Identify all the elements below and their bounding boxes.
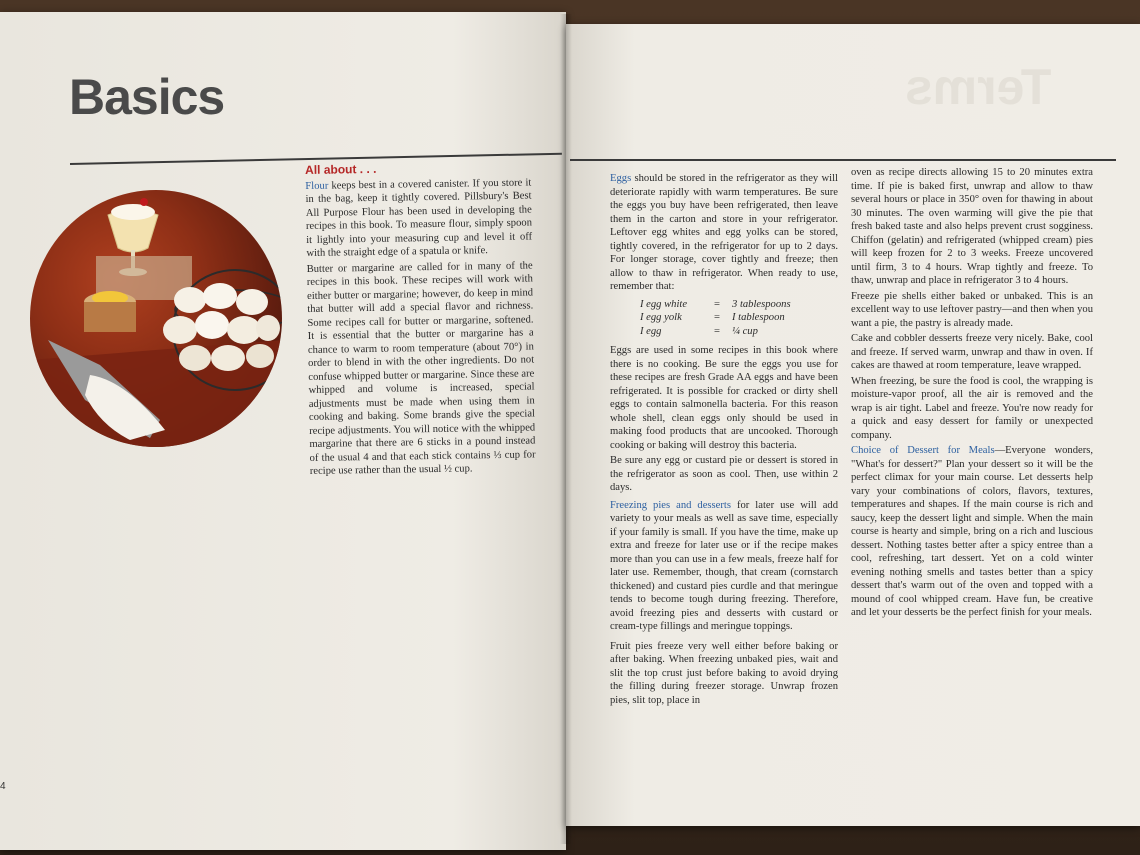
equivalent-sign: = (714, 312, 720, 323)
equivalent-sign: = (714, 298, 720, 310)
custard-storage-paragraph: Be sure any egg or custard pie or dessert is stored in the refrigerator as soon as cool. Then, use within 2 days. (610, 455, 838, 493)
flour-keyword: Flour (305, 180, 329, 192)
right-text-column-2 (851, 166, 1093, 622)
equivalent-right: I tablespoon (732, 312, 785, 323)
wrapping-paragraph: When freezing, be sure the food is cool, the wrapping is moisture-vapor proof, all the air is removed and the wrap is air tight. Label and freeze. You're now ready for a quick and easy dessert for family or unexpected company. (851, 375, 1093, 441)
food-photo (30, 190, 282, 447)
equivalent-right: 3 tablespoons (732, 298, 791, 310)
choice-keyword: Choice of Dessert for Meals (851, 445, 995, 456)
bleed-through-title: Terms (905, 59, 1052, 115)
section-heading: All about . . . (304, 161, 377, 177)
right-text-column-1 (610, 172, 838, 709)
equivalent-left: I egg yolk (640, 312, 682, 323)
left-text-column (305, 160, 536, 480)
egg-equivalents (640, 298, 838, 339)
fruit-pies-paragraph: Fruit pies freeze very well either before baking or after baking. When freezing unbaked pies, wait and slit the top crust just before baking to avoid drying the filling during freezer storage. Unwrap frozen pies, slit top, place in (610, 640, 838, 706)
equivalent-row (640, 325, 838, 339)
eggs-uncooked-paragraph: Eggs are used in some recipes in this book where there is no cooking. Be sure the eggs you use for these recipes are fresh Grade AA eggs and have been refrigerated. It is possible for cracked or dirty shell eggs to contain salmonella bacteria. For this reason whole shell, clean eggs only should be used in making food products that are uncooked. Thorough cooking or baking will destroy this bacteria. (610, 345, 838, 451)
cake-cobbler-paragraph: Cake and cobbler desserts freeze very nicely. Bake, cool and freeze. If served warm, unwrap and thaw in oven. If cakes are thawed at room temperature, leave wrapped. (851, 333, 1093, 371)
food-photo-illustration (30, 190, 282, 447)
flour-paragraph (305, 176, 532, 261)
equivalent-right: ¼ cup (732, 325, 758, 337)
book-spine-shadow (560, 14, 572, 844)
freezing-keyword: Freezing pies and desserts (610, 499, 731, 511)
page-title: Basics (69, 69, 225, 125)
page-number: 4 (0, 781, 6, 792)
equivalent-row (640, 298, 838, 312)
eggs-keyword: Eggs (610, 173, 632, 184)
oven-thaw-paragraph: oven as recipe directs allowing 15 to 20 minutes extra time. If pie is baked first, unwrap and allow to thaw several hours or place in 350° oven for thawing in about 30 minutes. The oven warming will give the pie that fresh baked taste and also helps prevent crust sogginess. Chiffon (gelatin) and refrigerated (whipped cream) pies will keep frozen for 2 to 3 weeks. Freeze uncovered until firm, 3 to 4 hours. Wrap tightly and freeze. To thaw, unwrap and place in refrigerator 3 to 4 hours. (851, 167, 1093, 286)
flour-text: keeps best in a covered canister. If you store it in the bag, keep it tightly covered. Pillsbury's Best All Purpose Flour has been used in developing the recipes in this book. To measure flour, simply spoon it lightly into your measuring cup and level it off with the straight edge of a spatula or knife. (305, 176, 533, 259)
choice-of-dessert-paragraph (851, 444, 1093, 620)
equivalent-left: I egg white (640, 298, 688, 310)
eggs-text: should be stored in the refrigerator as they will deteriorate rapidly with warm temperatures. Be sure the eggs you buy have been refrigerated, then leave them in the carton and store in your refrigerator. Leftover egg whites and egg yolks can be stored, tightly covered, in the refrigerator for up to 2 days. For longer storage, cover tightly and freeze; then allow to thaw in refrigerator. When ready to use, remember that: (610, 173, 838, 292)
pie-shells-paragraph: Freeze pie shells either baked or unbaked. This is an excellent way to use leftover pastry—and then when you want a pie, the pastry is already made. (851, 290, 1093, 329)
freezing-text: for later use will add variety to your meals as well as save time, especially if your family is small. If you have the time, make up extra and freeze for later use or if the recipe makes more than you can use in a few meals, freeze half for later use. Remember, though, that cream (cornstarch thickened) and custard pies curdle and that meringue tends to become tough during freezing. Therefore, avoid freezing pies and desserts with custard or cream-type fillings and meringue toppings. (610, 499, 838, 632)
choice-text: —Everyone wonders, "What's for dessert?" Plan your dessert so it will be the perfect climax for your main course. Let desserts help vary your combinations of colors, flavors, textures, temperatures and shapes. If the main course is rich and saucy, keep the dessert light and simple. When the main course is hearty and simple, bring on a rich and luscious dessert. Nothing tastes better after a spicy entree than a cool, refreshing, tart dessert. Yet on a cold winter evening nothing smells and tastes better than a spicy dessert that's warm out of the oven and topped with a mound of cool whipped cream. Have fun, be creative and let your desserts be the perfect finish for your meals. (851, 445, 1093, 618)
freezing-paragraph (610, 499, 838, 634)
equivalent-sign: = (714, 325, 720, 337)
title-rule-right (570, 159, 1116, 161)
equivalent-row (640, 311, 838, 325)
equivalent-left: I egg (640, 325, 662, 337)
butter-paragraph: Butter or margarine are called for in many of the recipes in this book. These recipes will work with either butter or margarine; however, do keep in mind that butter will add a special flavor and richness. Some recipes call for butter or margarine, softened. It is essential that the butter or margarine has a chance to warm to room temperature (about 70°) in order to blend in with the other ingredients. Do not confuse whipped butter or margarine. Since these are whipped and volume is increased, special adjustments must be made when using them in cooking and baking. Some brands give the special recipe adjustments. You will notice with the whipped margarine that there are 6 sticks in a pound instead of the usual 4 and that each stick contains ⅓ cup for recipe use rather than the usual ½ cup. (306, 259, 536, 477)
eggs-paragraph (610, 172, 838, 294)
